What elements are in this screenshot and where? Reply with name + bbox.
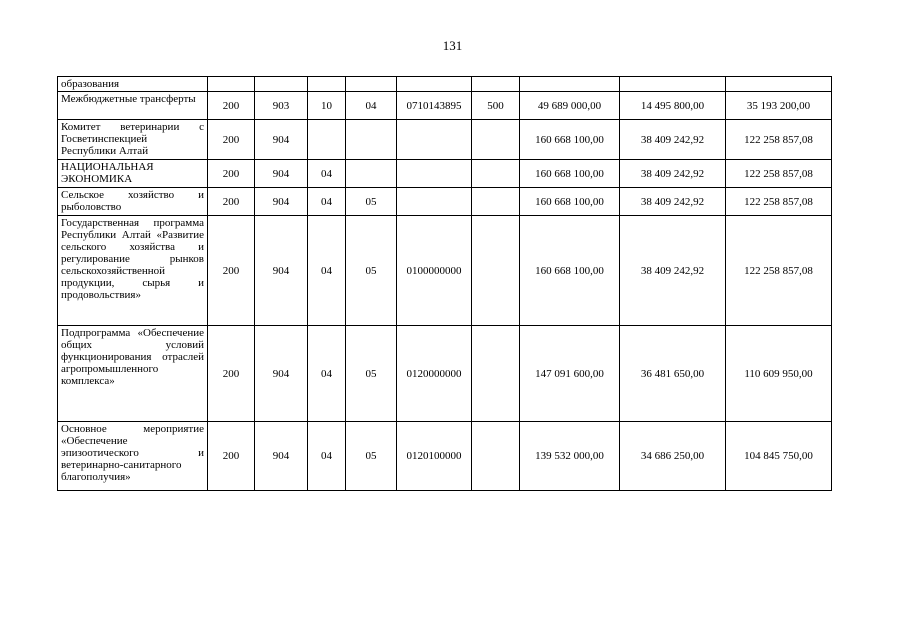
cell-target-article: 0120100000 xyxy=(397,422,472,491)
cell-amount-2: 38 409 242,92 xyxy=(620,160,726,188)
cell-section: 04 xyxy=(308,326,346,422)
page-number: 131 xyxy=(442,38,463,53)
cell-target-article: 0100000000 xyxy=(397,216,472,326)
cell-amount-3: 122 258 857,08 xyxy=(726,216,832,326)
cell-amount-3 xyxy=(726,77,832,92)
cell-amount-1: 147 091 600,00 xyxy=(520,326,620,422)
cell-expense-type xyxy=(472,188,520,216)
cell-subsection: 05 xyxy=(346,216,397,326)
row-name: образования xyxy=(58,77,208,92)
cell-target-article: 0710143895 xyxy=(397,92,472,120)
cell-ministry-code: 903 xyxy=(255,92,308,120)
cell-amount-2: 38 409 242,92 xyxy=(620,120,726,160)
cell-expense-type xyxy=(472,326,520,422)
cell-amount-3: 122 258 857,08 xyxy=(726,160,832,188)
row-name: Подпрограмма «Обеспечение общих условий функционирования отраслей агропромышленного комплекса» xyxy=(58,326,208,422)
cell-admin-code: 200 xyxy=(208,160,255,188)
cell-expense-type xyxy=(472,120,520,160)
cell-amount-1: 49 689 000,00 xyxy=(520,92,620,120)
table-row xyxy=(58,160,832,188)
cell-amount-2: 38 409 242,92 xyxy=(620,188,726,216)
cell-target-article xyxy=(397,120,472,160)
cell-amount-3: 35 193 200,00 xyxy=(726,92,832,120)
table-row xyxy=(58,120,832,160)
cell-target-article: 0120000000 xyxy=(397,326,472,422)
cell-amount-1: 160 668 100,00 xyxy=(520,160,620,188)
row-name: Комитет ветеринарии с Госветинспекцией Республики Алтай xyxy=(58,120,208,160)
cell-amount-2: 34 686 250,00 xyxy=(620,422,726,491)
cell-admin-code: 200 xyxy=(208,188,255,216)
cell-amount-1: 160 668 100,00 xyxy=(520,216,620,326)
cell-section xyxy=(308,120,346,160)
cell-admin-code: 200 xyxy=(208,92,255,120)
cell-amount-2: 14 495 800,00 xyxy=(620,92,726,120)
cell-section: 10 xyxy=(308,92,346,120)
cell-admin-code xyxy=(208,77,255,92)
cell-expense-type: 500 xyxy=(472,92,520,120)
cell-section: 04 xyxy=(308,216,346,326)
cell-amount-2: 38 409 242,92 xyxy=(620,216,726,326)
cell-target-article xyxy=(397,188,472,216)
table-row xyxy=(58,188,832,216)
cell-target-article xyxy=(397,160,472,188)
budget-table xyxy=(57,76,832,491)
cell-subsection xyxy=(346,160,397,188)
cell-subsection: 05 xyxy=(346,188,397,216)
cell-admin-code: 200 xyxy=(208,326,255,422)
row-name: Основное мероприятие «Обеспечение эпизоотического и ветеринарно-санитарного благополучия» xyxy=(58,422,208,491)
cell-section xyxy=(308,77,346,92)
cell-ministry-code: 904 xyxy=(255,326,308,422)
table-row xyxy=(58,326,832,422)
cell-subsection xyxy=(346,120,397,160)
row-name: НАЦИОНАЛЬНАЯ ЭКОНОМИКА xyxy=(58,160,208,188)
cell-amount-2: 36 481 650,00 xyxy=(620,326,726,422)
table-row xyxy=(58,92,832,120)
cell-amount-3: 110 609 950,00 xyxy=(726,326,832,422)
row-name: Государственная программа Республики Алтай «Развитие сельского хозяйства и регулирование рынков сельскохозяйственной продукции, сырья и продовольствия» xyxy=(58,216,208,326)
cell-ministry-code: 904 xyxy=(255,422,308,491)
cell-amount-3: 122 258 857,08 xyxy=(726,188,832,216)
cell-admin-code: 200 xyxy=(208,120,255,160)
table-row xyxy=(58,422,832,491)
table-row xyxy=(58,216,832,326)
cell-amount-1: 160 668 100,00 xyxy=(520,120,620,160)
cell-subsection: 05 xyxy=(346,326,397,422)
cell-section: 04 xyxy=(308,422,346,491)
cell-subsection: 05 xyxy=(346,422,397,491)
row-name: Сельское хозяйство и рыболовство xyxy=(58,188,208,216)
cell-amount-3: 122 258 857,08 xyxy=(726,120,832,160)
cell-ministry-code: 904 xyxy=(255,120,308,160)
cell-section: 04 xyxy=(308,188,346,216)
cell-amount-1 xyxy=(520,77,620,92)
cell-ministry-code xyxy=(255,77,308,92)
cell-amount-2 xyxy=(620,77,726,92)
cell-admin-code: 200 xyxy=(208,422,255,491)
row-name: Межбюджетные трансферты xyxy=(58,92,208,120)
cell-ministry-code: 904 xyxy=(255,188,308,216)
cell-expense-type xyxy=(472,160,520,188)
cell-admin-code: 200 xyxy=(208,216,255,326)
cell-target-article xyxy=(397,77,472,92)
cell-amount-1: 160 668 100,00 xyxy=(520,188,620,216)
cell-ministry-code: 904 xyxy=(255,160,308,188)
cell-ministry-code: 904 xyxy=(255,216,308,326)
cell-section: 04 xyxy=(308,160,346,188)
cell-amount-1: 139 532 000,00 xyxy=(520,422,620,491)
cell-expense-type xyxy=(472,77,520,92)
cell-amount-3: 104 845 750,00 xyxy=(726,422,832,491)
cell-expense-type xyxy=(472,216,520,326)
cell-subsection xyxy=(346,77,397,92)
cell-expense-type xyxy=(472,422,520,491)
table-row xyxy=(58,77,832,92)
cell-subsection: 04 xyxy=(346,92,397,120)
